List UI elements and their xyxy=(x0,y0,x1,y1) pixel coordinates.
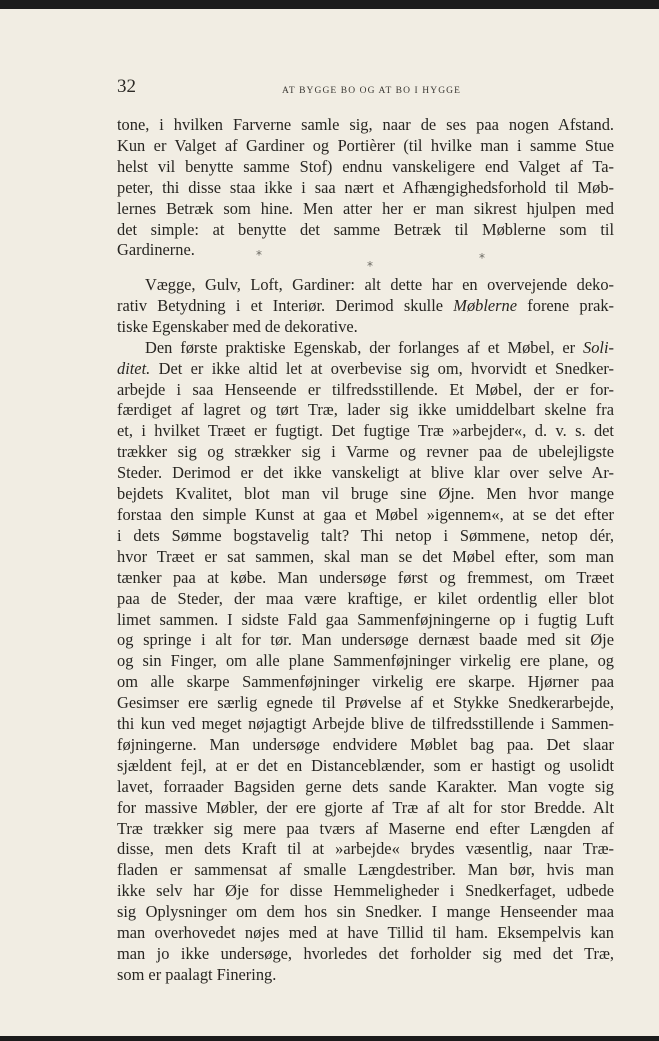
text-line: hvor Træet er sat sammen, skal man se det Møbel efter, som man xyxy=(117,546,614,566)
text-line: lernes Betræk som hine. Men atter her er man sikrest hjulpen med xyxy=(117,198,614,218)
text-line: Træ trækker sig mere paa tværs af Maserne end efter Længden af xyxy=(117,818,614,838)
text-line: ikke selv har Øje for disse Hemmeligheder i Snedkerfaget, udbede xyxy=(117,881,614,901)
text-line: tiske Egenskaber med de dekorative. xyxy=(117,316,358,336)
text-line: arbejde i saa Henseende er tilfredsstillende. Et Møbel, der er for- xyxy=(117,379,614,399)
text-line: disse, men dets Kraft til at »arbejde« brydes væsentlig, naar Træ- xyxy=(117,839,614,859)
page-top-edge xyxy=(0,0,659,9)
text-line: trækker sig og strækker sig i Varme og revner paa de ubelejligste xyxy=(117,442,614,462)
text-line: forstaa den simple Kunst at gaa et Møbel »igennem«, at se det efter xyxy=(117,504,614,524)
text-line: færdiget af lagret og tørt Træ, lader sig ikke umiddelbart skelne fra xyxy=(117,400,614,420)
text-line-mixed xyxy=(117,296,614,317)
text-line: fladen er sammensat af smalle Længdestriber. Man bør, hvis man xyxy=(117,860,614,880)
text-line: man jo ikke undersøge, hvorledes det forholder sig med det Træ, xyxy=(117,944,614,963)
italic-term: ditet. xyxy=(117,358,151,378)
text-line: og sin Finger, om alle plane Sammenføjninger virkelig ere plane, og xyxy=(117,651,614,671)
paragraph-1 xyxy=(117,115,614,261)
text-line: bejdets Kvalitet, blot man vil bruge sine Øjne. Men hvor mange xyxy=(117,484,614,504)
page-number: 32 xyxy=(117,76,136,97)
text-line: limet sammen. I sidste Fald gaa Sammenføjningerne op i fugtig Luft xyxy=(117,609,614,629)
text-line: sjældent fejl, at er det en Distanceblænder, som er hastigt og usolidt xyxy=(117,755,614,775)
text-line: paa de Steder, der maa være kraftige, er kilet ordentlig eller blot xyxy=(117,588,614,608)
main-text xyxy=(117,275,614,986)
text-line: lavet, forraader Bagsiden gerne dets sande Karakter. Man vogte sig xyxy=(117,776,614,796)
text-line: Steder. Derimod er det ikke vanskeligt at blive klar over selve Ar- xyxy=(117,463,614,483)
text-run: Den første praktiske Egenskab, der forlanges af et Møbel, er xyxy=(145,337,584,357)
text-line-mixed xyxy=(117,359,614,380)
text-line: som er paalagt Finering. xyxy=(117,964,277,984)
text-line: et, i hvilket Træet er fugtigt. Det fugtige Træ »arbejder«, d. v. s. det xyxy=(117,421,614,441)
asterisk-ornament: * xyxy=(367,259,373,273)
italic-term: Soli- xyxy=(583,337,614,357)
text-line: for massive Møbler, der ere gjorte af Træ af alt for stor Bredde. Alt xyxy=(117,797,614,817)
text-line: sig Oplysninger om dem hos sin Snedker. I mange Henseender maa xyxy=(117,902,614,922)
text-line: Gesimser ere særlig egnede til Prøvelse af et Stykke Snedkerarbejde, xyxy=(117,693,614,713)
text-line: og springe i alt for tør. Man undersøge dernæst baade med sit Øje xyxy=(117,630,614,650)
text-line: man overhovedet nøjes med at have Tillid til ham. Eksempelvis kan xyxy=(117,923,614,943)
italic-term: Møblerne xyxy=(453,295,518,315)
text-line: om alle skarpe Sammenføjninger virkelig ere skarpe. Hjørner paa xyxy=(117,672,614,692)
text-line: helst vil benytte samme Stof) endnu vanskeligere end Valget af Ta- xyxy=(117,156,614,176)
text-line-mixed xyxy=(117,338,614,359)
asterisk-ornament: * xyxy=(256,248,262,262)
text-line: Gardinerne. xyxy=(117,240,195,260)
text-line: Kun er Valget af Gardiner og Portièrer (til hvilke man i samme Stue xyxy=(117,135,614,155)
asterisk-ornament: * xyxy=(479,251,485,265)
text-line: føjningerne. Man undersøge endvidere Møblet bag paa. Det slaar xyxy=(117,734,614,754)
text-run: rativ Betydning i et Interiør. Derimod skulle xyxy=(117,295,454,315)
running-title: AT BYGGE BO OG AT BO I HYGGE xyxy=(282,86,462,96)
text-run: forene prak- xyxy=(517,295,614,315)
text-line: thi kun ved meget nøjagtigt Arbejde blive de tilfredsstillende i Sammen- xyxy=(117,714,614,734)
text-line: tænker paa at købe. Man undersøge først og fremmest, om Træet xyxy=(117,567,614,587)
page-bottom-edge xyxy=(0,1036,659,1041)
text-line: det simple: at benytte det samme Betræk til Møblerne som til xyxy=(117,219,614,239)
text-line: Vægge, Gulv, Loft, Gardiner: alt dette har en overvejende deko- xyxy=(145,275,614,294)
text-run: Det er ikke altid let at overbevise sig om, hvorvidt et Snedker- xyxy=(150,358,614,378)
text-line: tone, i hvilken Farverne samle sig, naar de ses paa nogen Afstand. xyxy=(117,115,614,134)
text-line: peter, thi disse staa ikke i saa nært et Afhængighedsforhold til Møb- xyxy=(117,177,614,197)
text-line: i dets Sømme bogstavelig talt? Thi netop i Sømmene, netop dér, xyxy=(117,525,614,545)
